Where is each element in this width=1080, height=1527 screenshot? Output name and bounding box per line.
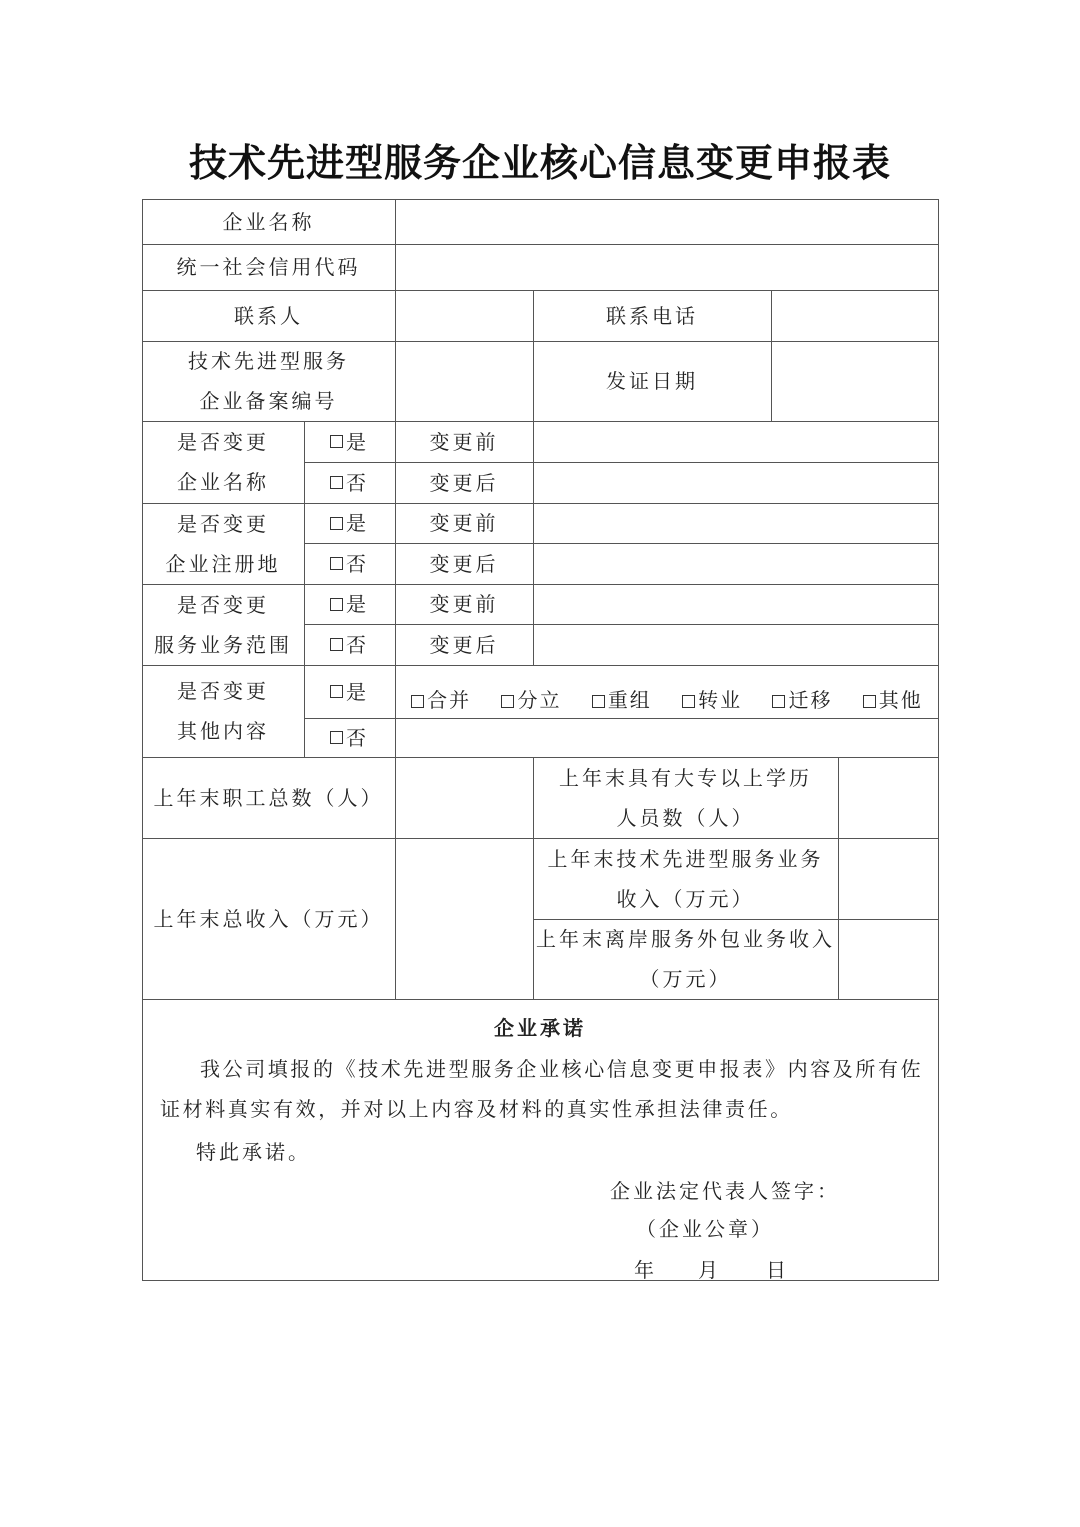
- checkbox-icon: [501, 695, 514, 708]
- label-tech-revenue: 上年末技术先进型服务业务 收入（万元）: [547, 846, 824, 911]
- pledge-body: 我公司填报的《技术先进型服务企业核心信息变更申报表》内容及所有佐证材料真实有效，并对以上内容及材料的真实性承担法律责任。: [160, 1057, 924, 1121]
- checkbox-icon: [682, 695, 695, 708]
- date-day: 日: [766, 1258, 789, 1282]
- checkbox-icon: [330, 435, 343, 448]
- filing-no-field[interactable]: [395, 341, 533, 421]
- address-after-field[interactable]: [533, 543, 938, 584]
- other-detail-field[interactable]: [395, 718, 938, 757]
- scope-before-field[interactable]: [533, 584, 938, 624]
- label-college-staff: 上年末具有大专以上学历 人员数（人）: [559, 765, 812, 830]
- checkbox-icon: [330, 598, 343, 611]
- checkbox-icon: [330, 476, 343, 489]
- pledge-closing: 特此承诺。: [196, 1140, 311, 1164]
- total-revenue-field[interactable]: [395, 838, 533, 999]
- yes-checkbox-address[interactable]: 是: [304, 503, 395, 543]
- label-credit-code: 统一社会信用代码: [176, 255, 361, 279]
- checkbox-icon: [592, 695, 605, 708]
- label-employees: 上年末职工总数（人）: [153, 785, 384, 810]
- checkbox-icon: [330, 638, 343, 651]
- label-phone: 联系电话: [606, 303, 698, 328]
- checkbox-icon: [330, 731, 343, 744]
- yes-checkbox-other[interactable]: 是: [304, 665, 395, 718]
- no-checkbox-address[interactable]: 否: [304, 543, 395, 584]
- no-checkbox-scope[interactable]: 否: [304, 624, 395, 665]
- label-after: 变更后: [429, 551, 499, 576]
- label-issue-date: 发证日期: [606, 369, 698, 393]
- checkbox-icon: [411, 695, 424, 708]
- label-company-name: 企业名称: [222, 209, 315, 234]
- company-name-after-field[interactable]: [533, 462, 938, 503]
- signature-label: 企业法定代表人签字：: [610, 1179, 840, 1203]
- option-split-checkbox[interactable]: 分立: [501, 684, 561, 713]
- checkbox-icon: [330, 685, 343, 698]
- checkbox-icon: [330, 557, 343, 570]
- label-offshore-revenue: 上年末离岸服务外包业务收入 （万元）: [536, 927, 835, 991]
- yes-checkbox-scope[interactable]: 是: [304, 584, 395, 624]
- employees-field[interactable]: [395, 757, 533, 838]
- label-before: 变更前: [429, 511, 499, 535]
- label-before: 变更前: [429, 592, 499, 616]
- issue-date-field[interactable]: [771, 341, 938, 421]
- option-transfer-checkbox[interactable]: 转业: [682, 684, 742, 713]
- checkbox-icon: [330, 517, 343, 530]
- credit-code-field[interactable]: [395, 244, 938, 290]
- seal-label: （企业公章）: [636, 1217, 774, 1241]
- date-year: 年: [634, 1258, 657, 1282]
- change-company-name-label: 是否变更 企业名称: [177, 430, 269, 494]
- yes-checkbox-company-name[interactable]: 是: [304, 421, 395, 462]
- company-name-field[interactable]: [395, 199, 938, 244]
- checkbox-icon: [772, 695, 785, 708]
- phone-field[interactable]: [771, 290, 938, 341]
- tech-revenue-field[interactable]: [838, 838, 938, 919]
- pledge-title: 企业承诺: [494, 1016, 586, 1040]
- label-before: 变更前: [429, 429, 499, 454]
- other-options: [396, 677, 938, 719]
- change-scope-label: 是否变更 服务业务范围: [154, 592, 292, 657]
- company-name-before-field[interactable]: [533, 421, 938, 462]
- no-checkbox-other[interactable]: 否: [304, 718, 395, 757]
- label-filing-no: 技术先进型服务 企业备案编号: [188, 349, 349, 413]
- no-checkbox-company-name[interactable]: 否: [304, 462, 395, 503]
- offshore-revenue-field[interactable]: [838, 919, 938, 999]
- checkbox-icon: [863, 695, 876, 708]
- contact-field[interactable]: [395, 290, 533, 341]
- form-title: 技术先进型服务企业核心信息变更申报表: [188, 141, 891, 185]
- option-restructure-checkbox[interactable]: 重组: [592, 684, 652, 713]
- date-month: 月: [698, 1258, 721, 1282]
- option-merge-checkbox[interactable]: 合并: [411, 684, 471, 713]
- label-total-revenue: 上年末总收入（万元）: [153, 906, 384, 931]
- address-before-field[interactable]: [533, 503, 938, 543]
- label-contact: 联系人: [234, 303, 303, 328]
- change-address-label: 是否变更 企业注册地: [165, 511, 281, 576]
- label-after: 变更后: [429, 470, 499, 495]
- change-other-label: 是否变更 其他内容: [177, 679, 269, 743]
- label-after: 变更后: [429, 632, 499, 657]
- option-relocate-checkbox[interactable]: 迁移: [772, 684, 832, 713]
- college-staff-field[interactable]: [838, 757, 938, 838]
- option-other-checkbox[interactable]: 其他: [863, 684, 923, 713]
- scope-after-field[interactable]: [533, 624, 938, 665]
